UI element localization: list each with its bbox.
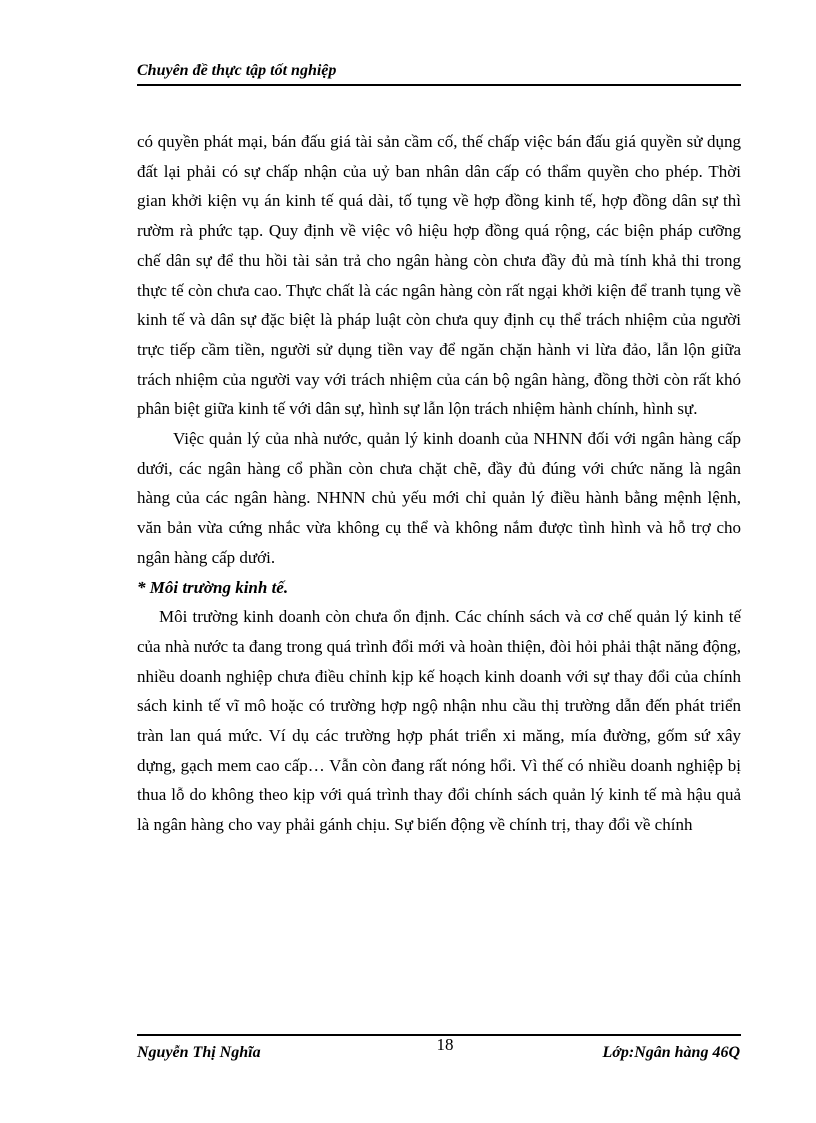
paragraph-business-environment: Môi trường kinh doanh còn chưa ổn định. Các chính sách và cơ chế quản lý kinh tế của nhà nước ta đang trong quá trình đổi mới và hoàn thiện, đòi hỏi phải thật năng động, nhiều doanh nghiệp chưa điều chỉnh kịp kế hoạch kinh doanh với sự thay đổi của chính sách kinh tế vĩ mô hoặc có trường hợp ngộ nhận nhu cầu thị trường dẫn đến phát triển tràn lan quá mức. Ví dụ các trường hợp phát triển xi măng, mía đường, gốm sứ xây dựng, gạch mem cao cấp… Vẫn còn đang rất nóng hổi. Vì thế có nhiều doanh nghiệp bị thua lỗ do không theo kịp với quá trình thay đổi chính sách quản lý kinh tế mà hậu quả là ngân hàng cho vay phải gánh chịu. Sự biến động về chính trị, thay đổi về chính	[137, 607, 741, 835]
page-number: 18	[436, 1035, 454, 1054]
footer-author: Nguyễn Thị Nghĩa	[137, 1044, 261, 1061]
paragraph-legal-issues: có quyền phát mại, bán đấu giá tài sản cầm cố, thế chấp việc bán đấu giá quyền sử dụng đất lại phải có sự chấp nhận của uỷ ban nhân dân cấp có thẩm quyền cho phép. Thời gian khởi kiện vụ án kinh tế quá dài, tố tụng về hợp đồng kinh tế, hợp đồng dân sự thì rườm rà phức tạp. Quy định về việc vô hiệu hợp đồng quá rộng, các biện pháp cưỡng chế dân sự để thu hồi tài sản trả cho ngân hàng còn chưa đầy đủ mà tính khả thi trong thực tế còn chưa cao. Thực chất là các ngân hàng còn rất ngại khởi kiện để tranh tụng về kinh tế và dân sự đặc biệt là pháp luật còn chưa quy định cụ thể trách nhiệm của người trực tiếp cầm tiền, người sử dụng tiền vay để ngăn chặn hành vi lừa đảo, lẫn lộn giữa trách nhiệm của người vay với trách nhiệm của cán bộ ngân hàng, đồng thời còn rất khó phân biệt giữa kinh tế với dân sự, hình sự lẫn lộn trách nhiệm hành chính, hình sự.	[137, 132, 741, 419]
page-header-title: Chuyên đề thực tập tốt nghiệp	[137, 62, 337, 79]
paragraph-state-management: Việc quản lý của nhà nước, quản lý kinh doanh của NHNN đối với ngân hàng cấp dưới, các ngân hàng cổ phần còn chưa chặt chẽ, đầy đủ đúng với chức năng là ngân hàng của các ngân hàng. NHNN chủ yếu mới chỉ quản lý điều hành bằng mệnh lệnh, văn bản vừa cứng nhắc vừa không cụ thể và không nắm được tình hình và hỗ trợ cho ngân hàng cấp dưới.	[137, 429, 741, 567]
header-divider	[137, 84, 741, 86]
footer-class-label: Lớp:Ngân hàng 46Q	[602, 1044, 740, 1061]
section-heading-economic-environment: * Môi trường kinh tế.	[137, 577, 289, 597]
document-body	[137, 127, 741, 840]
